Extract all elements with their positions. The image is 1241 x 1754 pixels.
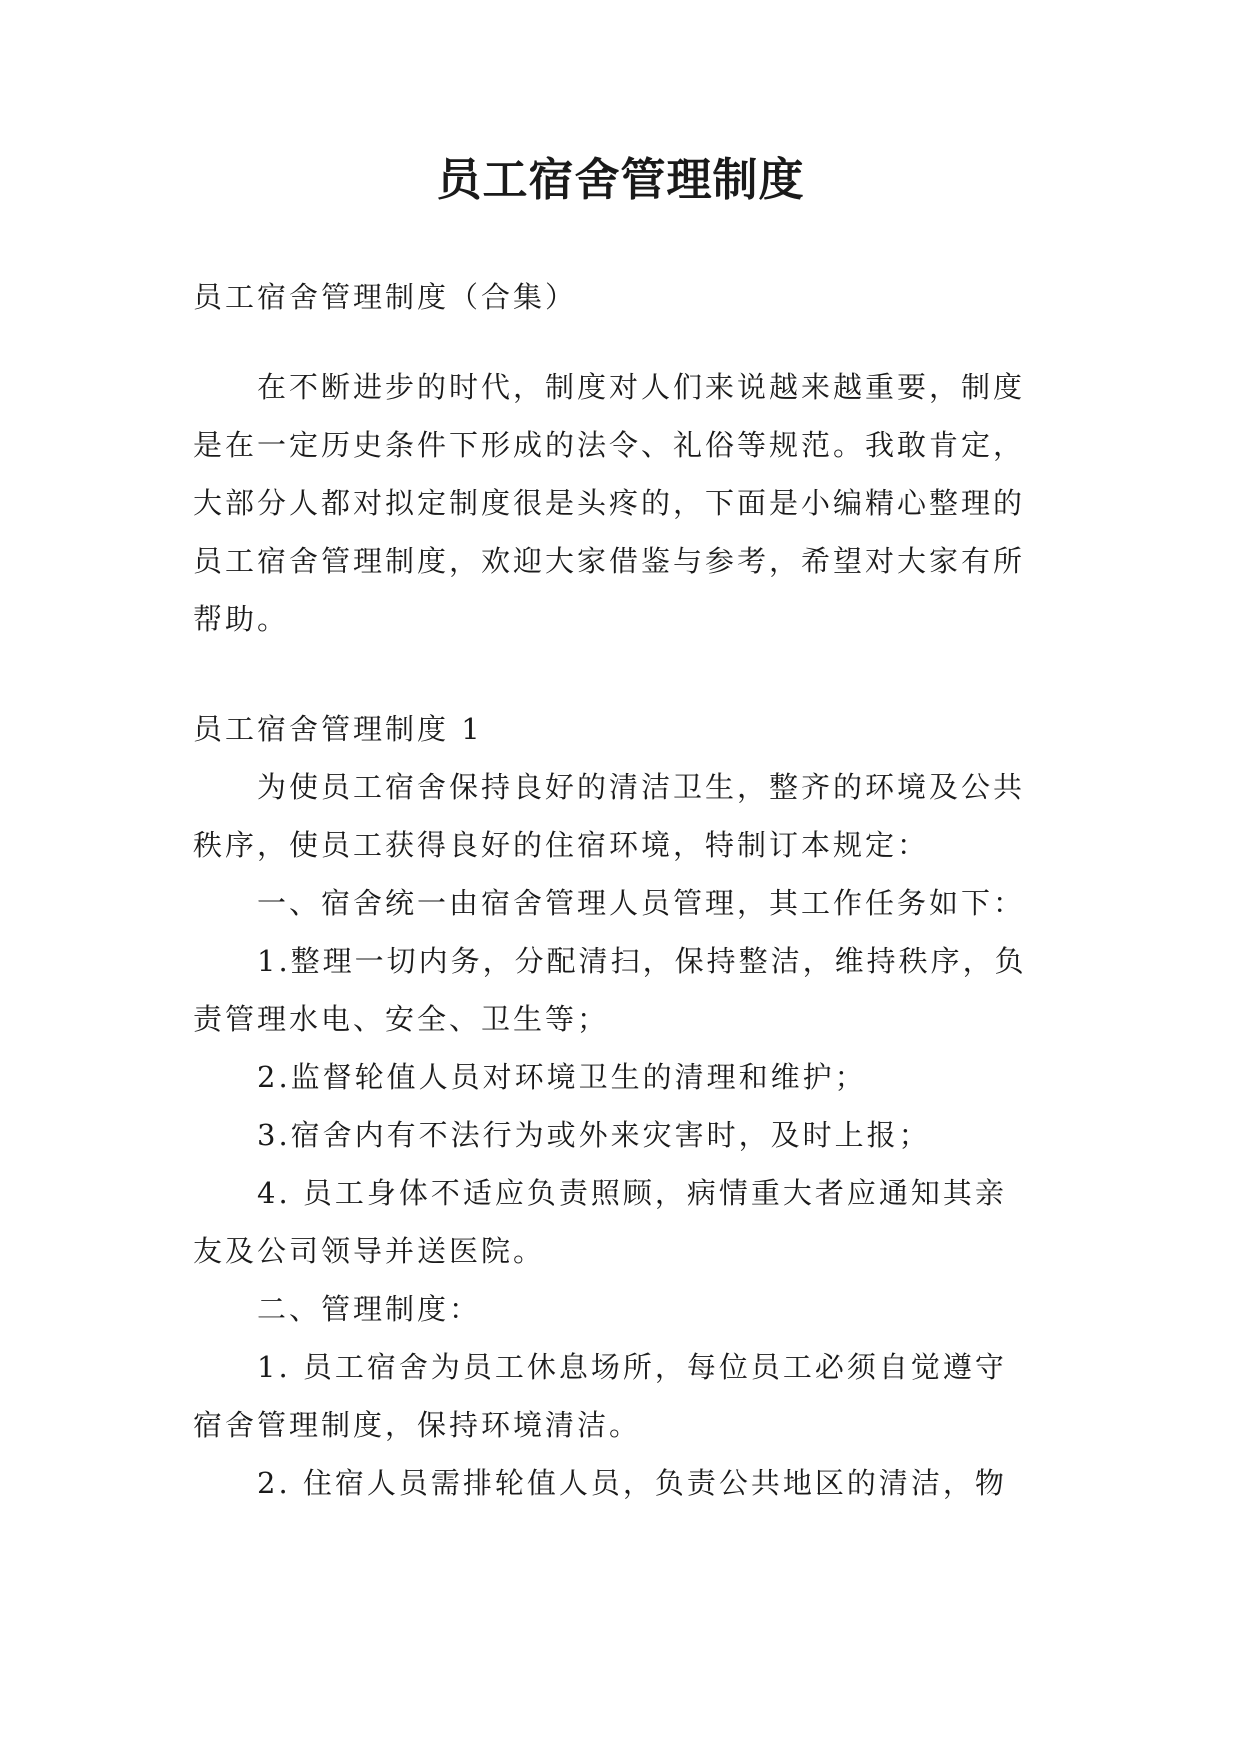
section-line: 1. 员工宿舍为员工休息场所，每位员工必须自觉遵守 — [257, 1350, 1007, 1384]
intro-paragraph — [193, 358, 1073, 648]
section-line: 宿舍管理制度，保持环境清洁。 — [193, 1408, 642, 1442]
section-line: 为使员工宿舍保持良好的清洁卫生，整齐的环境及公共 — [257, 770, 1026, 804]
section-heading: 员工宿舍管理制度 1 — [193, 712, 483, 746]
section-line: 2. 住宿人员需排轮值人员，负责公共地区的清洁，物 — [257, 1466, 1007, 1500]
intro-line: 帮助。 — [193, 602, 290, 636]
section-line: 责管理水电、安全、卫生等； — [193, 1002, 610, 1036]
intro-line: 员工宿舍管理制度，欢迎大家借鉴与参考，希望对大家有所 — [193, 544, 1026, 578]
section-line: 友及公司领导并送医院。 — [193, 1234, 546, 1268]
intro-line: 大部分人都对拟定制度很是头疼的，下面是小编精心整理的 — [193, 486, 1026, 520]
section-line: 一、宿舍统一由宿舍管理人员管理，其工作任务如下： — [257, 886, 1026, 920]
section-line: 4. 员工身体不适应负责照顾，病情重大者应通知其亲 — [257, 1176, 1007, 1210]
section-line: 3.宿舍内有不法行为或外来灾害时，及时上报； — [257, 1118, 931, 1152]
intro-line: 是在一定历史条件下形成的法令、礼俗等规范。我敢肯定， — [193, 428, 1026, 462]
section-line: 二、管理制度： — [257, 1292, 482, 1326]
document-subtitle — [193, 268, 1073, 326]
intro-line: 在不断进步的时代，制度对人们来说越来越重要，制度 — [257, 370, 1026, 404]
section-line: 2.监督轮值人员对环境卫生的清理和维护； — [257, 1060, 867, 1094]
section-line: 1.整理一切内务，分配清扫，保持整洁，维持秩序，负 — [257, 944, 1027, 978]
section-line: 秩序，使员工获得良好的住宿环境，特制订本规定： — [193, 828, 930, 862]
document-title: 员工宿舍管理制度 — [436, 153, 805, 206]
section-1 — [193, 700, 1073, 1512]
subtitle-line: 员工宿舍管理制度（合集） — [193, 280, 578, 314]
